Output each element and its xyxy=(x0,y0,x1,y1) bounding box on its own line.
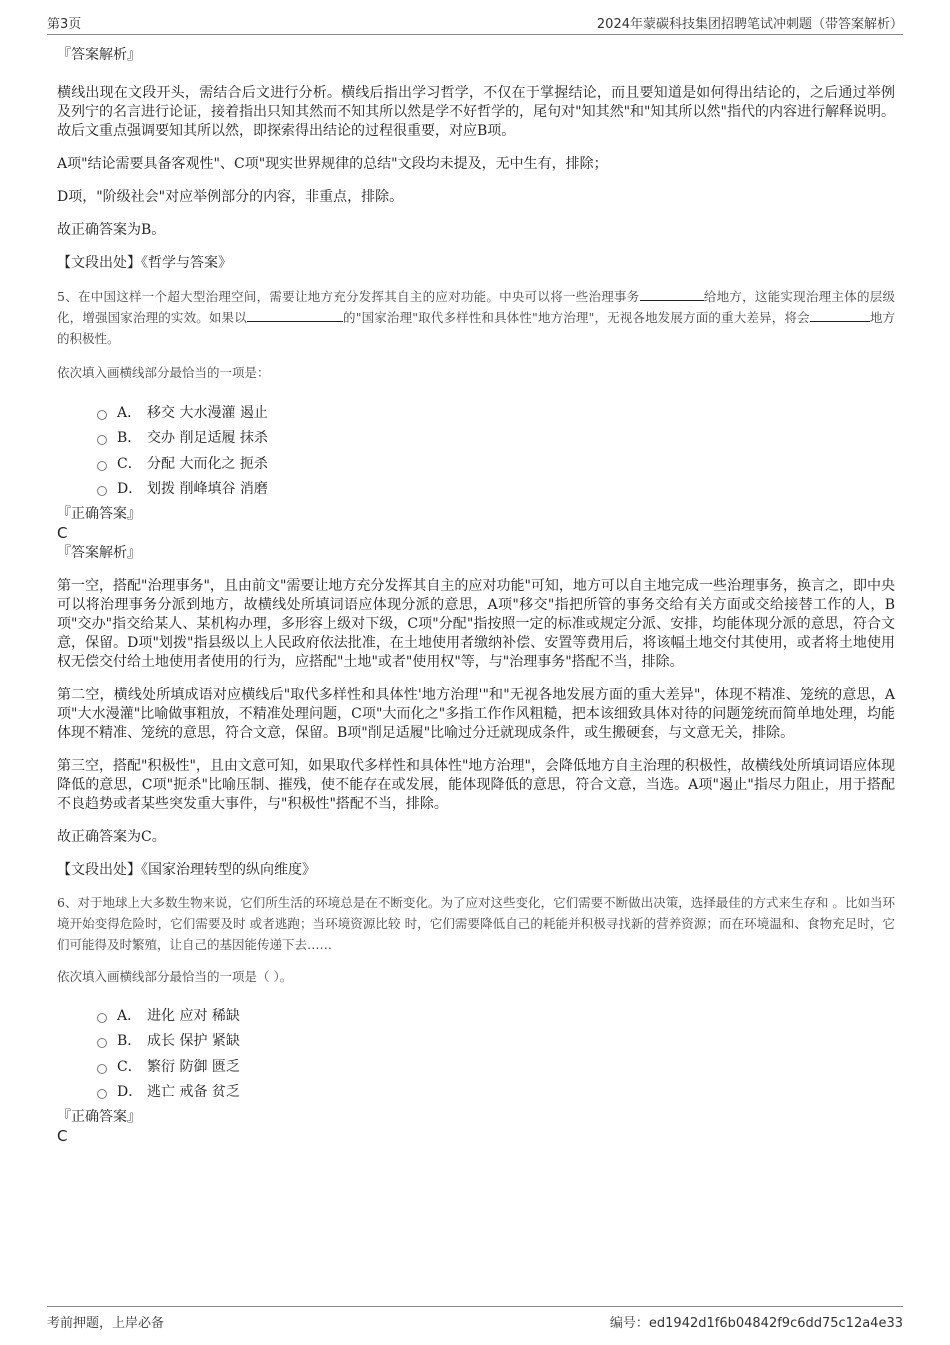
q5-correct-answer: C xyxy=(57,524,68,542)
q5-stem-part: 的"国家治理"取代多样性和具体性"地方治理"，无视各地发展方面的重大差异，将会 xyxy=(342,310,810,325)
fill-blank xyxy=(810,308,870,322)
fill-blank xyxy=(247,308,343,322)
q5-option-b[interactable]: B． 交办 削足适履 抹杀 xyxy=(57,425,895,451)
radio-icon[interactable] xyxy=(97,1089,107,1099)
q4-analysis-heading: 『答案解析』 xyxy=(57,47,141,63)
q5-prompt: 依次填入画横线部分最恰当的一项是： xyxy=(57,365,270,380)
q5-correct-heading: 『正确答案』 xyxy=(57,506,141,522)
q4-analysis-paragraph: D项，"阶级社会"对应举例部分的内容，非重点，排除。 xyxy=(57,189,404,205)
q5-stem-part: 地方的积极性。 xyxy=(57,310,895,346)
q5-options xyxy=(57,399,895,501)
page-content xyxy=(57,44,895,1145)
q5-analysis-heading: 『答案解析』 xyxy=(57,545,141,561)
document-title: 2024年蒙碳科技集团招聘笔试冲刺题（带答案解析） xyxy=(596,17,903,32)
q5-analysis-paragraph: 第三空，搭配"积极性"，且由文意可知，如果取代多样性和具体性"地方治理"，会降低地方自主治理的积极性，故横线处所填词语应体现降低的意思，C项"扼杀"比喻压制、摧残，使不能存在或发展，能体现降低的意思，符合文意，当选。A项"遏止"指尽力阻止，用于搭配不良趋势或者某些突发重大事件，与"积极性"搭配不当，排除。 xyxy=(57,758,895,812)
radio-icon[interactable] xyxy=(97,1064,107,1074)
q6-prompt: 依次填入画横线部分最恰当的一项是（ ）。 xyxy=(57,969,293,984)
document-id: 编号：ed1942d1f6b04842f9c6dd75c12a4e33 xyxy=(609,1315,903,1331)
q4-conclusion: 故正确答案为B。 xyxy=(57,222,166,238)
page-number: 第3页 xyxy=(47,17,82,32)
q5-conclusion: 故正确答案为C。 xyxy=(57,829,166,845)
radio-icon[interactable] xyxy=(97,461,107,471)
q6-options xyxy=(57,1002,895,1104)
q5-source: 【文段出处】《国家治理转型的纵向维度》 xyxy=(57,862,316,878)
radio-icon[interactable] xyxy=(97,486,107,496)
q5-stem-part: 给地方，这能实现治理主体的层级化，增强国家治理的实效。如果以 xyxy=(57,289,895,325)
q5-option-d[interactable]: D． 划拨 削峰填谷 消磨 xyxy=(57,476,895,502)
q6-option-c[interactable]: C． 繁衍 防御 匮乏 xyxy=(57,1053,895,1079)
q4-analysis-paragraph: A项"结论需要具备客观性"、C项"现实世界规律的总结"文段均未提及，无中生有，排除； xyxy=(57,156,608,172)
footer-slogan: 考前押题，上岸必备 xyxy=(47,1315,165,1331)
q5-option-c[interactable]: C． 分配 大而化之 扼杀 xyxy=(57,450,895,476)
radio-icon[interactable] xyxy=(97,1013,107,1023)
q6-stem: 6、对于地球上大多数生物来说，它们所生活的环境总是在不断变化。为了应对这些变化，它们需要不断做出决策，选择最佳的方式来生存和 。比如当环境开始变得危险时，它们需要及时 或者逃跑；当环境资源比较 时，它们需要降低自己的耗能并积极寻找新的营养资源；而在环境温和、食物充足时，它们可能得及时繁殖，让自己的基因能传递下去…… xyxy=(57,895,895,952)
q5-stem-part: 5、在中国这样一个超大型治理空间，需要让地方充分发挥其自主的应对功能。中央可以将一些治理事务 xyxy=(57,289,640,304)
radio-icon[interactable] xyxy=(97,1038,107,1048)
page-footer xyxy=(47,1306,903,1331)
fill-blank xyxy=(640,287,704,301)
q6-correct-answer: C xyxy=(57,1127,68,1145)
q6-correct-heading: 『正确答案』 xyxy=(57,1109,141,1125)
q5-stem xyxy=(57,286,895,349)
q6-option-d[interactable]: D． 逃亡 戒备 贫乏 xyxy=(57,1079,895,1105)
q5-analysis-paragraph: 第二空，横线处所填成语对应横线后"取代多样性和具体性'地方治理'"和"无视各地发展方面的重大差异"，体现不精准、笼统的意思，A项"大水漫灌"比喻做事粗放，不精准处理问题，C项"大而化之"多指工作作风粗糙，把本该细致具体对待的问题笼统而简单地处理，均能体现不精准、笼统的意思，符合文意，保留。B项"削足适履"比喻过分迁就现成条件，或生搬硬套，与文意无关，排除。 xyxy=(57,687,895,741)
page-header xyxy=(47,12,903,35)
q6-option-b[interactable]: B． 成长 保护 紧缺 xyxy=(57,1028,895,1054)
q5-option-a[interactable]: A． 移交 大水漫灌 遏止 xyxy=(57,399,895,425)
q6-option-a[interactable]: A． 进化 应对 稀缺 xyxy=(57,1002,895,1028)
q4-analysis-paragraph: 横线出现在文段开头，需结合后文进行分析。横线后指出学习哲学，不仅在于掌握结论，而且要知道是如何得出结论的，之后通过举例及列宁的名言进行论证，接着指出只知其然而不知其所以然是学不好哲学的，尾句对"知其然"和"知其所以然"指代的内容进行解释说明。故后文重点强调要知其所以然，即探索得出结论的过程很重要，对应B项。 xyxy=(57,85,895,139)
radio-icon[interactable] xyxy=(97,410,107,420)
q5-analysis-paragraph: 第一空，搭配"治理事务"，且由前文"需要让地方充分发挥其自主的应对功能"可知，地方可以自主地完成一些治理事务，换言之，即中央可以将治理事务分派到地方，故横线处所填词语应体现分派的意思，A项"移交"指把所管的事务交给有关方面或交给接替工作的人，B项"交办"指交给某人、某机构办理，多形容上级对下级，C项"分配"指按照一定的标准或规定分派、安排，均能体现分派的意思，符合文意，保留。D项"划拨"指县级以上人民政府依法批准，在土地使用者缴纳补偿、安置等费用后，将该幅土地交付其使用，或者将土地使用权无偿交付给土地使用者使用的行为，应搭配"土地"或者"使用权"等，与"治理事务"搭配不当，排除。 xyxy=(57,578,895,670)
q4-source: 【文段出处】《哲学与答案》 xyxy=(57,255,232,271)
radio-icon[interactable] xyxy=(97,435,107,445)
